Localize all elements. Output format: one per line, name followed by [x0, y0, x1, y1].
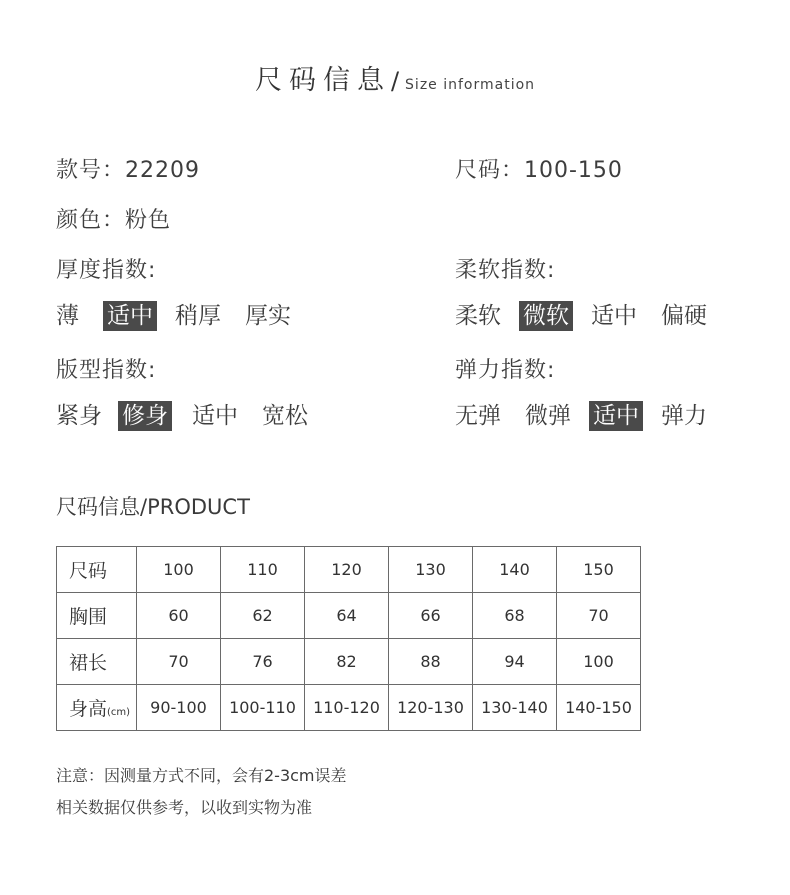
reference-note: 相关数据仅供参考，以收到实物为准 — [56, 798, 313, 817]
thickness-option: 薄 — [56, 303, 79, 329]
softness-option: 适中 — [591, 303, 637, 329]
table-row — [57, 639, 641, 685]
elasticity-option: 微弹 — [525, 403, 571, 429]
table-cell: 66 — [389, 593, 473, 639]
table-cell: 110-120 — [305, 685, 389, 731]
fit-option: 宽松 — [262, 403, 308, 429]
table-cell: 60 — [137, 593, 221, 639]
fit-label: 版型指数: — [56, 358, 157, 383]
row-label: 尺码 — [69, 560, 108, 582]
table-cell: 140-150 — [557, 685, 641, 731]
table-row — [57, 547, 641, 593]
softness-label: 柔软指数: — [455, 258, 556, 283]
table-row — [57, 685, 641, 731]
row-header — [57, 547, 137, 593]
row-header — [57, 685, 137, 731]
thickness-option-selected: 适中 — [103, 301, 157, 331]
table-cell: 70 — [557, 593, 641, 639]
elasticity-option: 无弹 — [455, 403, 501, 429]
softness-options — [451, 301, 711, 331]
table-cell: 100 — [557, 639, 641, 685]
softness-option: 偏硬 — [661, 303, 707, 329]
table-cell: 140 — [473, 547, 557, 593]
row-label: 胸围 — [69, 606, 108, 628]
table-cell: 70 — [137, 639, 221, 685]
thickness-option: 厚实 — [245, 303, 291, 329]
fit-option: 适中 — [192, 403, 238, 429]
row-label: 裙长 — [69, 652, 108, 674]
thickness-option: 稍厚 — [175, 303, 221, 329]
table-cell: 76 — [221, 639, 305, 685]
color-info: 颜色：粉色 — [56, 208, 172, 233]
elasticity-label: 弹力指数: — [455, 358, 556, 383]
thickness-options — [52, 301, 295, 331]
table-cell: 62 — [221, 593, 305, 639]
elasticity-options — [451, 401, 711, 431]
softness-option-selected: 微软 — [519, 301, 573, 331]
measurement-note: 注意：因测量方式不同，会有2-3cm误差 — [56, 766, 347, 785]
table-row — [57, 593, 641, 639]
table-cell: 150 — [557, 547, 641, 593]
table-cell: 130-140 — [473, 685, 557, 731]
fit-options — [52, 401, 312, 431]
style-number: 款号：22209 — [56, 158, 200, 183]
softness-option: 柔软 — [455, 303, 501, 329]
elasticity-option-selected: 适中 — [589, 401, 643, 431]
table-cell: 130 — [389, 547, 473, 593]
table-cell: 110 — [221, 547, 305, 593]
elasticity-option: 弹力 — [661, 403, 707, 429]
table-cell: 94 — [473, 639, 557, 685]
title-chinese: 尺码信息 — [254, 65, 391, 96]
product-section-title: 尺码信息/PRODUCT — [56, 495, 250, 519]
table-cell: 82 — [305, 639, 389, 685]
row-header — [57, 593, 137, 639]
title-slash: / — [390, 67, 400, 95]
table-cell: 120 — [305, 547, 389, 593]
size-table — [56, 546, 641, 731]
fit-option: 紧身 — [56, 403, 102, 429]
table-cell: 100 — [137, 547, 221, 593]
table-cell: 64 — [305, 593, 389, 639]
size-range: 尺码：100-150 — [455, 158, 623, 183]
table-cell: 90-100 — [137, 685, 221, 731]
table-cell: 120-130 — [389, 685, 473, 731]
title-english: Size information — [405, 77, 536, 93]
row-header — [57, 639, 137, 685]
table-cell: 68 — [473, 593, 557, 639]
table-cell: 100-110 — [221, 685, 305, 731]
fit-option-selected: 修身 — [118, 401, 172, 431]
row-unit: (cm) — [107, 707, 131, 718]
page-title — [0, 58, 790, 97]
row-label: 身高 — [69, 698, 108, 720]
table-cell: 88 — [389, 639, 473, 685]
thickness-label: 厚度指数: — [56, 258, 157, 283]
